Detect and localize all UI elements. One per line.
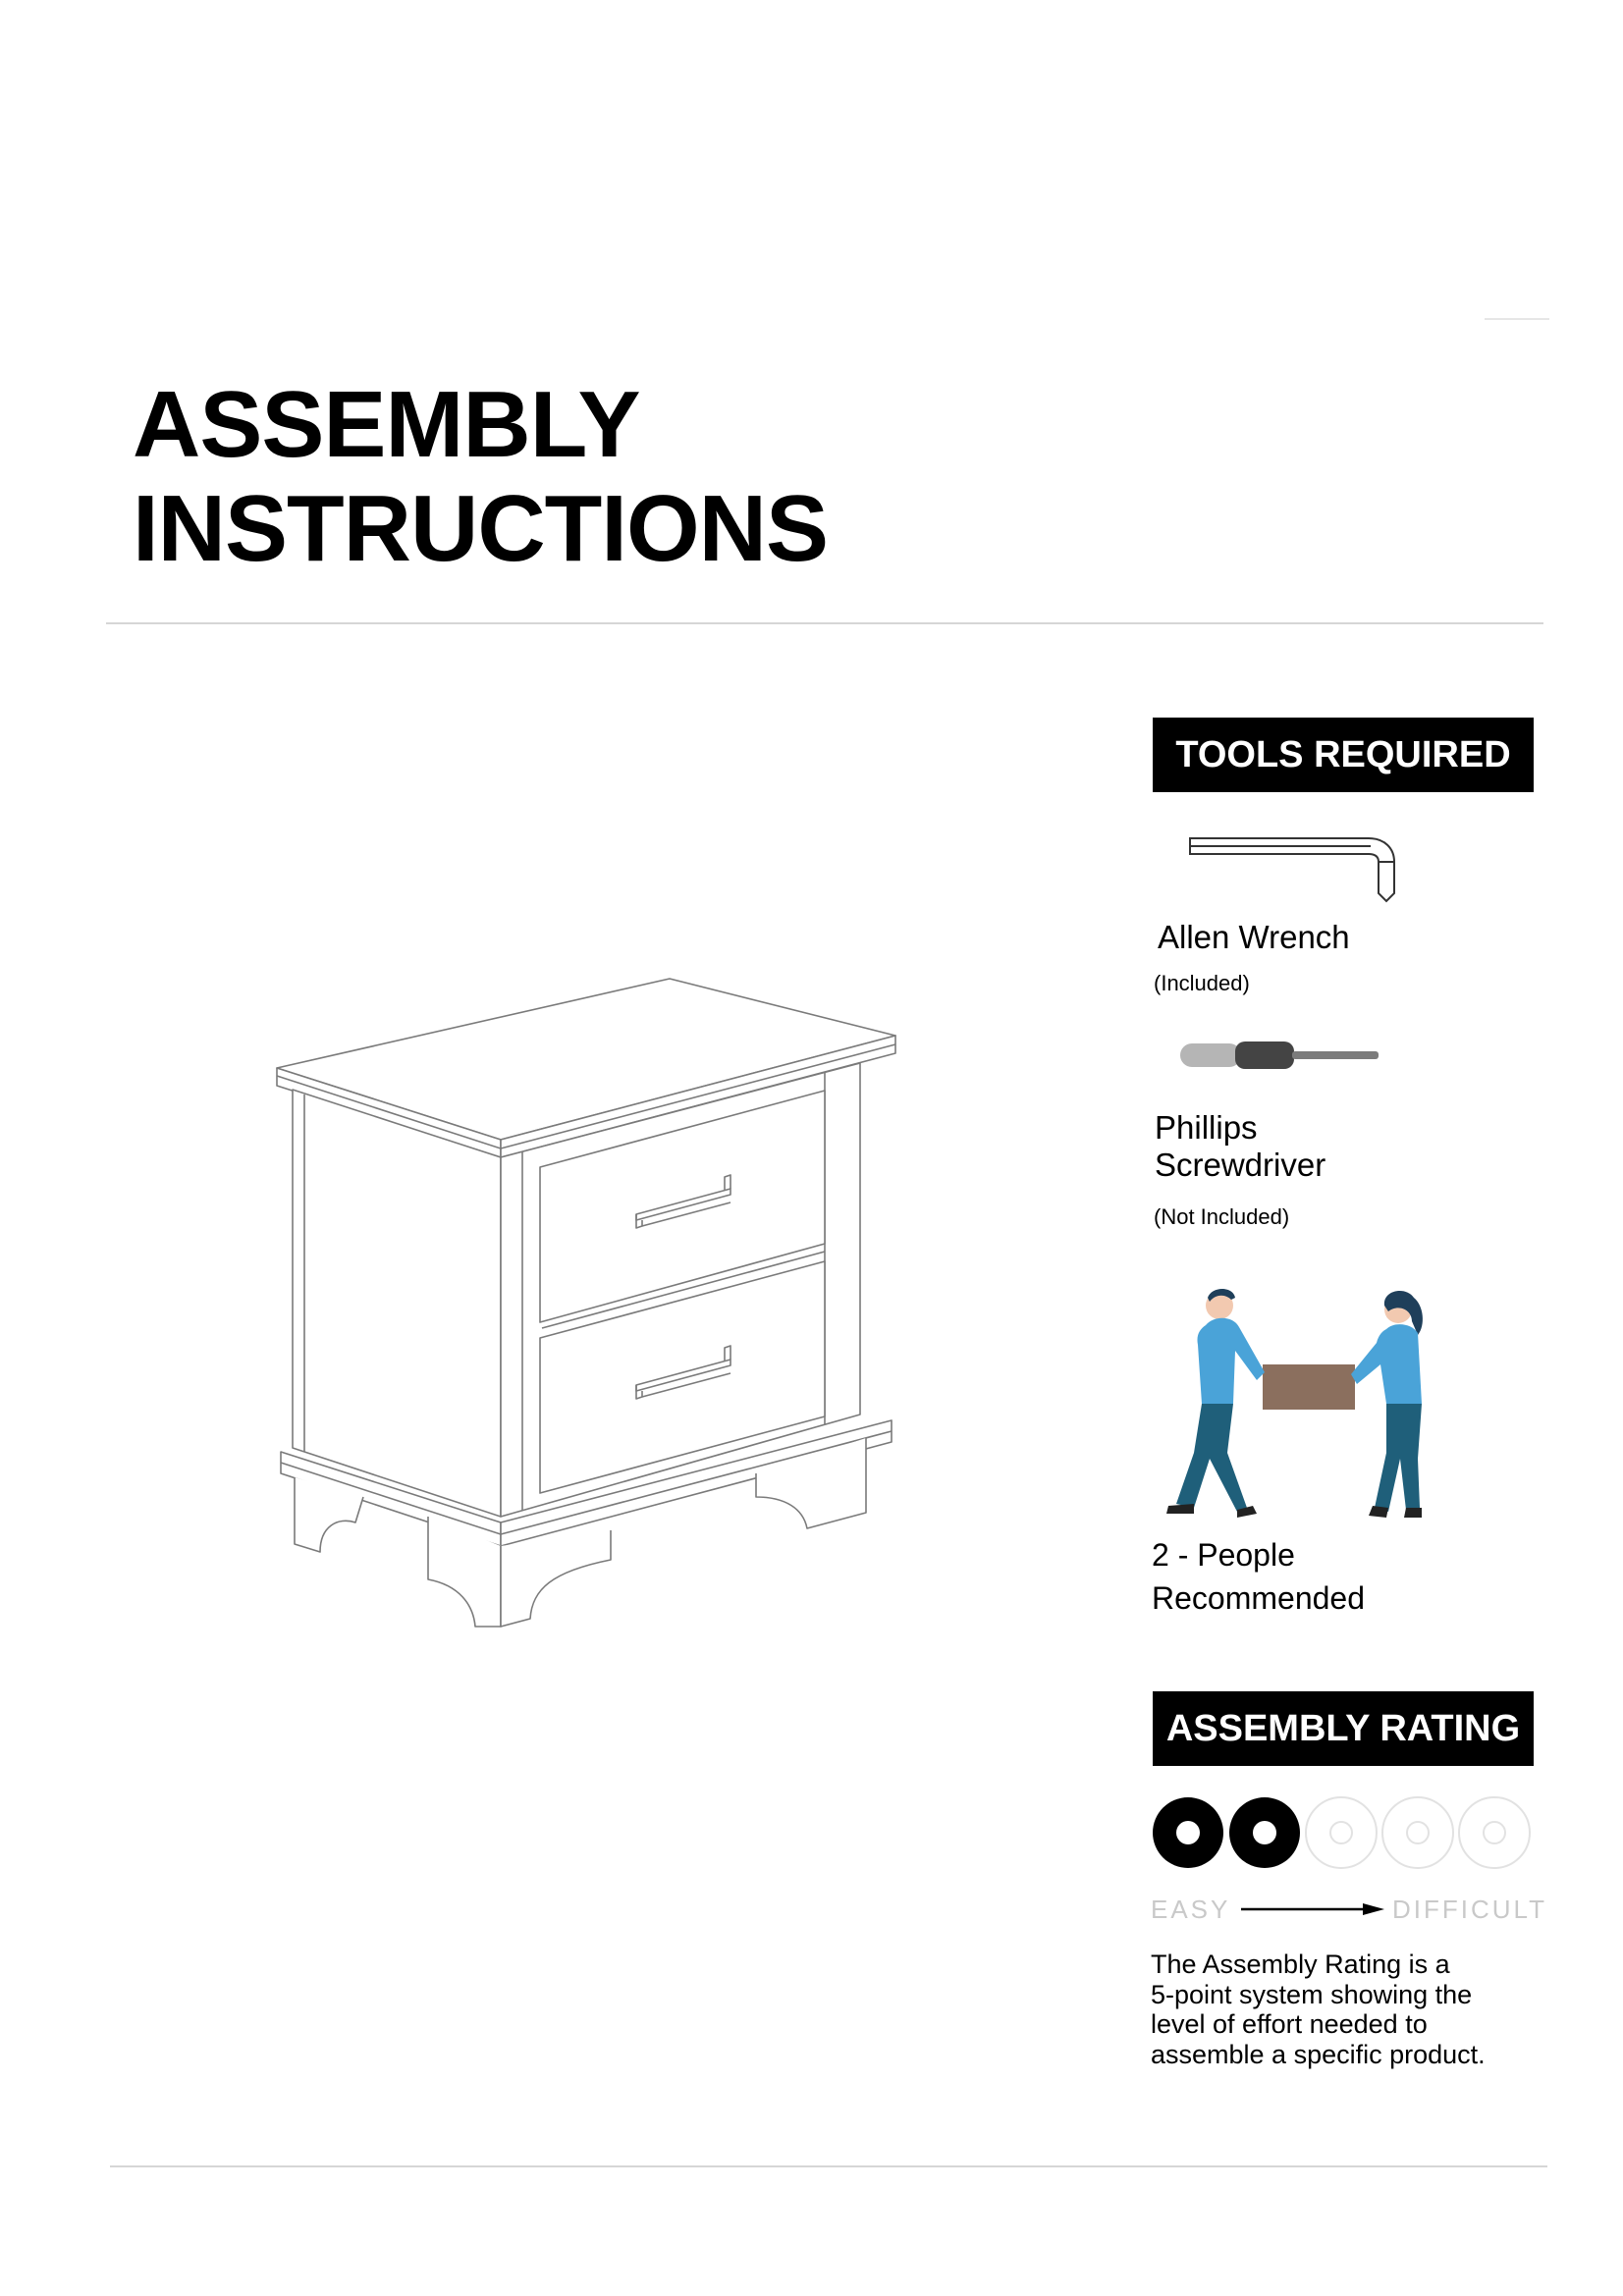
arrow-right-icon — [1239, 1899, 1386, 1919]
rating-dot-empty — [1306, 1797, 1377, 1868]
rating-dot-empty — [1459, 1797, 1530, 1868]
screwdriver-note: (Not Included) — [1154, 1204, 1290, 1229]
corner-mark — [1485, 318, 1549, 320]
screwdriver-name: Phillips Screwdriver — [1155, 1109, 1326, 1183]
assembly-rating-header — [1153, 1691, 1534, 1766]
screwdriver-icon — [1176, 1036, 1382, 1075]
rating-dot-empty — [1382, 1797, 1453, 1868]
top-divider — [106, 622, 1543, 624]
rating-dot-center — [1176, 1821, 1200, 1844]
easy-label: EASY — [1151, 1895, 1231, 1924]
nightstand-illustration — [265, 967, 903, 1629]
tools-required-header — [1153, 718, 1534, 792]
two-people-carrying-box-icon — [1155, 1286, 1459, 1522]
rating-dot-center — [1253, 1821, 1276, 1844]
rating-scale — [1151, 1795, 1534, 1870]
tools-required-label: TOOLS REQUIRED — [1175, 733, 1511, 775]
rating-description: The Assembly Rating is a 5-point system showing the level of effort needed to assemble a specific product. — [1151, 1949, 1486, 2069]
allen-wrench-note: (Included) — [1154, 971, 1250, 995]
title-line-1: ASSEMBLY — [133, 372, 640, 477]
title-line-2: INSTRUCTIONS — [133, 476, 828, 581]
difficult-label: DIFFICULT — [1392, 1895, 1547, 1924]
page-title — [133, 373, 828, 581]
people-recommendation: 2 - People Recommended — [1152, 1537, 1365, 1616]
assembly-rating-label: ASSEMBLY RATING — [1165, 1707, 1521, 1749]
allen-wrench-icon — [1182, 832, 1398, 905]
allen-wrench-name: Allen Wrench — [1158, 919, 1350, 955]
bottom-divider — [110, 2165, 1547, 2167]
